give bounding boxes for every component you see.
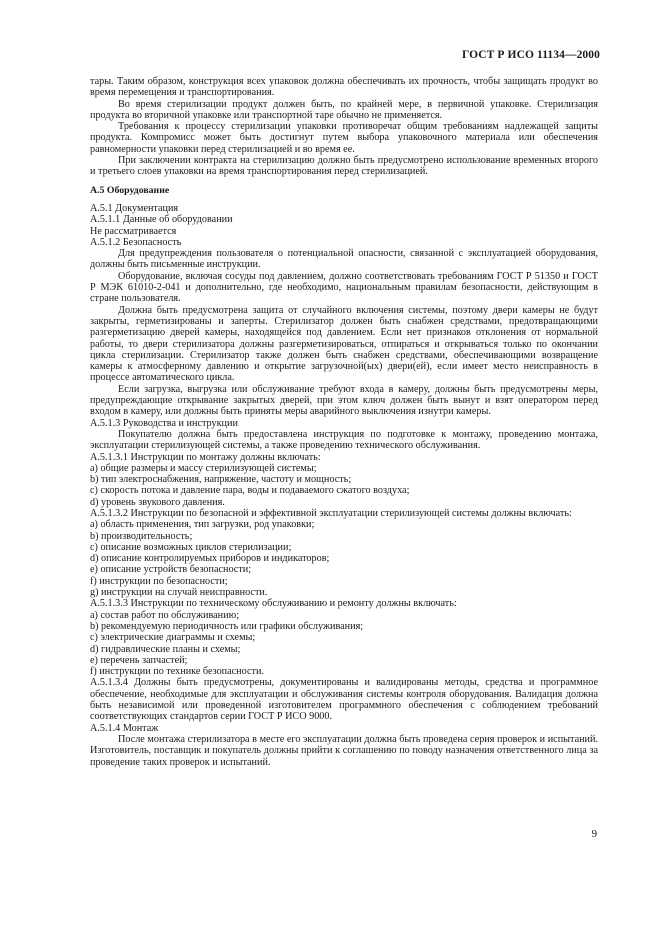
- list-item: f) инструкции по технике безопасности.: [90, 666, 264, 678]
- list-item: b) рекомендуемую периодичность или графики обслуживания;: [90, 620, 364, 632]
- paragraph: А.5.1.3.4 Должны быть предусмотрены, документированы и валидированы методы, средства и программное обеспечение, необходимые для эксплуатации и обслуживания системы контроля оборудования. Валидация должна быть независимой или проведенной изготовителем программного обеспечения с соблюдением требований соответствующих стандартов серии ГОСТ Р ИСО 9000.: [90, 677, 598, 723]
- paragraph: Для предупреждения пользователя о потенциальной опасности, связанной с эксплуатацией оборудования, должны быть письменные инструкции.: [90, 248, 598, 271]
- paragraph: Должна быть предусмотрена защита от случайного включения системы, поэтому двери камеры не будут закрыты, герметизированы и заперты. Стерилизатор должен быть снабжен средствами, предотвращающими разгерметизацию дверей камеры, находящейся под давлением. Если нет признаков отклонения от нормальной работы, то двери стерилизатора должны разгерметизироваться, отпираться и открываться только по окончании цикла стерилизации. Стерилизатор также должен быть снабжен средствами, обеспечивающими возвращение камеры к атмосферному давлению и открытие загрузочной(ых) двери(ей), если имеет место неисправность в процессе автоматического цикла.: [90, 304, 598, 384]
- list-item: c) скорость потока и давление пара, воды и подаваемого сжатого воздуха;: [90, 485, 410, 497]
- paragraph: Покупателю должна быть предоставлена инструкция по подготовке к монтажу, проведению монтажа, эксплуатации стерилизующей системы, а также проведению технического обслуживания.: [90, 428, 598, 452]
- paragraph: Во время стерилизации продукт должен быть, по крайней мере, в первичной упаковке. Стерилизация продукта во вторичной упаковке или транспортной таре обычно не применяется.: [90, 98, 598, 121]
- subsection-heading: А.5.1.4 Монтаж: [90, 722, 159, 734]
- list-item: c) описание возможных циклов стерилизации;: [90, 541, 292, 553]
- list-item: c) электрические диаграммы и схемы;: [90, 632, 256, 644]
- paragraph: Оборудование, включая сосуды под давлением, должно соответствовать требованиям ГОСТ Р 51350 и ГОСТ Р МЭК 61010-2-041 и дополнительно, где необходимо, национальным правилам безопасности, действующим в стране пользователя.: [90, 270, 598, 305]
- list-item: a) общие размеры и массу стерилизующей системы;: [90, 462, 317, 474]
- list-item: d) гидравлические планы и схемы;: [90, 643, 241, 655]
- paragraph: Требования к процессу стерилизации упаковки противоречат общим требованиям надлежащей защиты продукта. Компромисс может быть достигнут путем выбора упаковочного материала или обеспечения равномерности упаковки перед стерилизацией и во время ее.: [90, 121, 598, 155]
- list-item: a) область применения, тип загрузки, род упаковки;: [90, 519, 315, 531]
- paragraph: тары. Таким образом, конструкция всех упаковок должна обеспечивать их прочность, чтобы защищать продукт во время перемещения и транспортирования.: [90, 76, 598, 99]
- list-item: e) описание устройств безопасности;: [90, 564, 252, 576]
- list-item: f) инструкции по безопасности;: [90, 575, 228, 587]
- paragraph: После монтажа стерилизатора в месте его эксплуатации должна быть проведена серия проверок и испытаний. Изготовитель, поставщик и покупатель должны прийти к соглашению по поводу назначения ответственного лица за проведение таких проверок и испытаний.: [90, 733, 598, 768]
- document-body: [90, 76, 598, 768]
- paragraph: При заключении контракта на стерилизацию должно быть предусмотрено использование временных второго и третьего слоев упаковки на время транспортирования перед стерилизацией.: [90, 155, 598, 178]
- paragraph: Не рассматривается: [90, 225, 177, 237]
- subsection-heading: А.5.1.1 Данные об оборудовании: [90, 214, 233, 226]
- subsection-heading: А.5.1 Документация: [90, 202, 179, 214]
- list-item: d) уровень звукового давления.: [90, 496, 225, 508]
- list-item: a) состав работ по обслуживанию;: [90, 609, 240, 621]
- subsection-heading: А.5.1.3 Руководства и инструкции: [90, 417, 238, 429]
- subsection-heading: А.5.1.3.2 Инструкции по безопасной и эффективной эксплуатации стерилизующей системы должны включать:: [90, 507, 572, 519]
- section-heading: А.5 Оборудование: [90, 184, 170, 196]
- list-item: b) тип электроснабжения, напряжение, частоту и мощность;: [90, 474, 352, 486]
- document-header: ГОСТ Р ИСО 11134—2000: [461, 49, 600, 61]
- page-number: 9: [591, 828, 597, 840]
- list-item: b) производительность;: [90, 530, 193, 542]
- paragraph: Если загрузка, выгрузка или обслуживание требуют входа в камеру, должны быть предусмотрены меры, предупреждающие открывание закрытых дверей, при этом ключ должен быть вынут и взят оператором перед входом в камеру, или должны быть приняты меры аварийного выключения изнутри камеры.: [90, 383, 598, 418]
- subsection-heading: А.5.1.2 Безопасность: [90, 236, 182, 248]
- list-item: g) инструкции на случай неисправности.: [90, 587, 268, 599]
- list-item: e) перечень запчастей;: [90, 654, 188, 666]
- list-item: d) описание контролируемых приборов и индикаторов;: [90, 553, 330, 565]
- subsection-heading: А.5.1.3.1 Инструкции по монтажу должны включать:: [90, 451, 321, 463]
- subsection-heading: А.5.1.3.3 Инструкции по техническому обслуживанию и ремонту должны включать:: [90, 598, 457, 610]
